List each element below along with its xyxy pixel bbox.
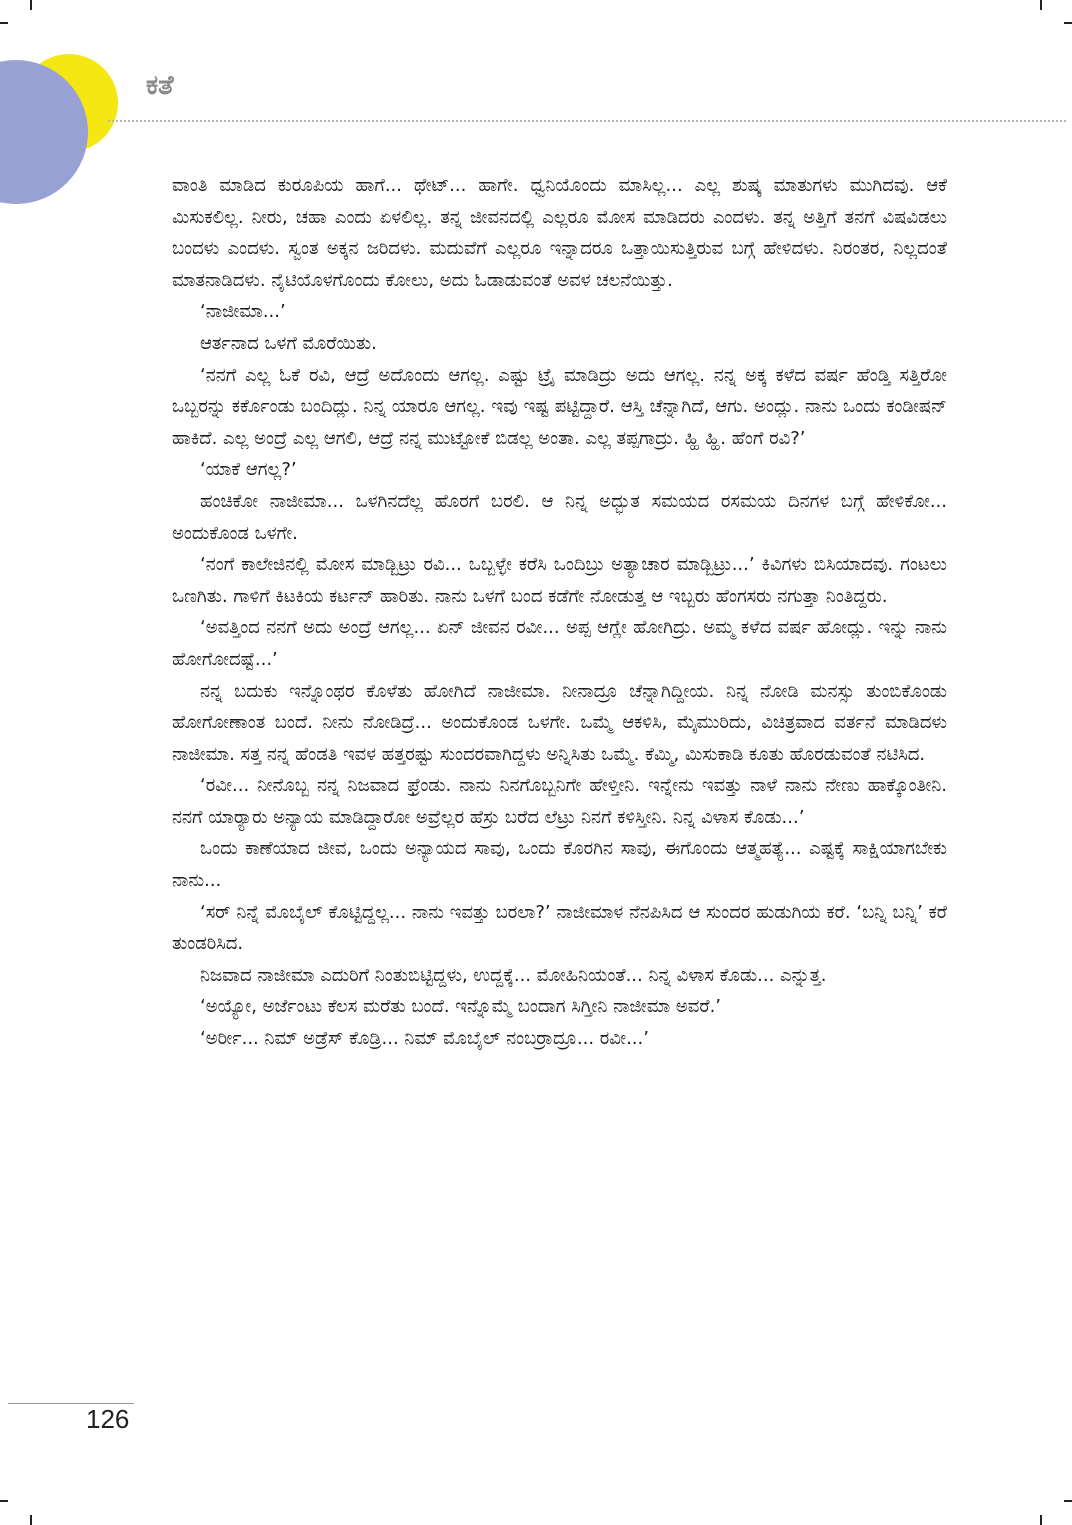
crop-mark-top-left [30,0,32,10]
story-paragraph: ‘ರವೀ... ನೀನೊಬ್ಬ ನನ್ನ ನಿಜವಾದ ಫ್ರೆಂಡು. ನಾನು ನಿನಗೊಬ್ಬನಿಗೇ ಹೇಳ್ತೀನಿ. ಇನ್ನೇನು ಇವತ್ತು ನಾಳೆ ನಾನು ನೇಣು ಹಾಕ್ಕೊಂತೀನಿ. ನನಗೆ ಯಾರ್‍ಯಾರು ಅನ್ಯಾಯ ಮಾಡಿದ್ದಾರೋ ಅವ್ರೆಲ್ಲರ ಹೆಸ್ರು ಬರೆದ ಲೆಟ್ರು ನಿನಗೆ ಕಳಿಸ್ತೀನಿ. ನಿನ್ನ ವಿಳಾಸ ಕೊಡು...’ [172,775,947,828]
story-paragraph: ನನ್ನ ಬದುಕು ಇನ್ನೊಂಥರ ಕೊಳೆತು ಹೋಗಿದೆ ನಾಜೀಮಾ. ನೀನಾದ್ರೂ ಚೆನ್ನಾಗಿದ್ದೀಯ. ನಿನ್ನ ನೋಡಿ ಮನಸ್ಸು ತುಂಬಿಕೊಂಡು ಹೋಗೋಣಾಂತ ಬಂದೆ. ನೀನು ನೋಡಿದ್ರೆ... ಅಂದುಕೊಂಡ ಒಳಗೇ. ಒಮ್ಮೆ ಆಕಳಿಸಿ, ಮೈಮುರಿದು, ವಿಚಿತ್ರವಾದ ವರ್ತನೆ ಮಾಡಿದಳು ನಾಜೀಮಾ. ಸತ್ತ ನನ್ನ ಹೆಂಡತಿ ಇವಳ ಹತ್ತರಷ್ಟು ಸುಂದರವಾಗಿದ್ದಳು ಅನ್ನಿಸಿತು ಒಮ್ಮೆ. ಕೆಮ್ಮಿ, ಮಿಸುಕಾಡಿ ಕೂತು ಹೊರಡುವಂತೆ ನಟಿಸಿದ. [172,680,947,765]
crop-mark-left-lower [0,1500,8,1502]
page-number: 126 [86,1404,130,1434]
story-paragraph: ಆರ್ತನಾದ ಒಳಗೆ ಮೊರೆಯಿತು. [200,332,377,354]
crop-mark-bottom-left [30,1515,32,1525]
crop-mark-top-right [1040,0,1042,10]
story-paragraph: ‘ಸರ್ ನಿನ್ನೆ ಮೊಬೈಲ್ ಕೊಟ್ಟಿದ್ದಲ್ಲ... ನಾನು ಇವತ್ತು ಬರಲಾ?’ ನಾಜೀಮಾಳ ನೆನಪಿಸಿದ ಆ ಸುಂದರ ಹುಡುಗಿಯ ಕರೆ. ‘ಬನ್ನಿ ಬನ್ನಿ’ ಕರೆ ತುಂಡರಿಸಿದ. [172,901,947,955]
crop-mark-right-upper [1064,22,1072,24]
story-text [172,170,947,1055]
story-paragraph: ‘ಅರ್ರೀ... ನಿಮ್ ಅಡ್ರೆಸ್ ಕೊಡ್ರಿ... ನಿಮ್ ಮೊಬೈಲ್ ನಂಬರ್ರಾದ್ರೂ... ರವೀ...’ [200,1028,649,1050]
section-title: ಕತೆ [146,70,174,101]
crop-mark-left-upper [0,22,8,24]
story-paragraph: ‘ನಾಜೀಮಾ...’ [200,301,286,323]
story-paragraph: ‘ಅವತ್ತಿಂದ ನನಗೆ ಅದು ಅಂದ್ರೆ ಆಗಲ್ಲ... ಏನ್ ಜೀವನ ರವೀ... ಅಪ್ಪ ಆಗ್ಲೇ ಹೋಗಿದ್ರು. ಅಮ್ಮ ಕಳೆದ ವರ್ಷ ಹೋದ್ಲು. ಇನ್ನು ನಾನು ಹೋಗೋದಷ್ಟೆ...’ [172,617,947,670]
header-dotted-rule [108,120,1066,122]
crop-mark-right-lower [1064,1500,1072,1502]
story-paragraph: ಹಂಚಿಕೋ ನಾಜೀಮಾ... ಒಳಗಿನದೆಲ್ಲ ಹೊರಗೆ ಬರಲಿ. ಆ ನಿನ್ನ ಅದ್ಭುತ ಸಮಯದ ರಸಮಯ ದಿನಗಳ ಬಗ್ಗೆ ಹೇಳಿಕೋ... ಅಂದುಕೊಂಡ ಒಳಗೇ. [172,490,947,544]
story-paragraph: ಒಂದು ಕಾಣೆಯಾದ ಜೀವ, ಒಂದು ಅನ್ಯಾಯದ ಸಾವು, ಒಂದು ಕೊರಗಿನ ಸಾವು, ಈಗೊಂದು ಆತ್ಮಹತ್ಯೆ... ಎಷ್ಟಕ್ಕೆ ಸಾಕ್ಷಿಯಾಗಬೇಕು ನಾನು... [172,838,947,892]
story-paragraph: ವಾಂತಿ ಮಾಡಿದ ಕುರೂಪಿಯ ಹಾಗೆ... ಥೇಟ್... ಹಾಗೇ. ಧ್ವನಿಯೊಂದು ಮಾಸಿಲ್ಲ... ಎಲ್ಲ ಶುಷ್ಕ ಮಾತುಗಳು ಮುಗಿದವು. ಆಕೆ ಮಿಸುಕಲಿಲ್ಲ. ನೀರು, ಚಹಾ ಎಂದು ಏಳಲಿಲ್ಲ. ತನ್ನ ಜೀವನದಲ್ಲಿ ಎಲ್ಲರೂ ಮೋಸ ಮಾಡಿದರು ಎಂದಳು. ತನ್ನ ಅತ್ತಿಗೆ ತನಗೆ ವಿಷವಿಡಲು ಬಂದಳು ಎಂದಳು. ಸ್ವಂತ ಅಕ್ಕನ ಜರಿದಳು. ಮದುವೆಗೆ ಎಲ್ಲರೂ ಇನ್ನಾದರೂ ಒತ್ತಾಯಿಸುತ್ತಿರುವ ಬಗ್ಗೆ ಹೇಳಿದಳು. ನಿರಂತರ, ನಿಲ್ಲದಂತೆ ಮಾತನಾಡಿದಳು. ನೈಟಿಯೊಳಗೊಂದು ಕೋಲು, ಅದು ಓಡಾಡುವಂತೆ ಅವಳ ಚಲನೆಯಿತ್ತು. [172,175,947,291]
story-paragraph: ‘ನನಗೆ ಎಲ್ಲ ಓಕೆ ರವಿ, ಆದ್ರೆ ಅದೊಂದು ಆಗಲ್ಲ. ಎಷ್ಟು ಟ್ರೈ ಮಾಡಿದ್ರು ಅದು ಆಗಲ್ಲ. ನನ್ನ ಅಕ್ಕ ಕಳೆದ ವರ್ಷ ಹೆಂಡ್ತಿ ಸತ್ತಿರೋ ಒಬ್ಬರನ್ನು ಕರ್ಕೊಂಡು ಬಂದಿದ್ಲು. ನಿನ್ನ ಯಾರೂ ಆಗಲ್ಲ. ಇವು ಇಷ್ಟ ಪಟ್ಟಿದ್ದಾರೆ. ಆಸ್ತಿ ಚೆನ್ನಾಗಿದೆ, ಆಗು. ಅಂದ್ಲು. ನಾನು ಒಂದು ಕಂಡೀಷನ್ ಹಾಕಿದೆ. ಎಲ್ಲ ಅಂದ್ರೆ ಎಲ್ಲ ಆಗಲಿ, ಆದ್ರೆ ನನ್ನ ಮುಟ್ಟೋಕೆ ಬಿಡಲ್ಲ ಅಂತಾ. ಎಲ್ಲ ತಪ್ಪಗಾದ್ರು. ಹ್ಹಿ ಹ್ಹಿ. ಹೆಂಗೆ ರವಿ?’ [172,364,947,449]
story-paragraph: ನಿಜವಾದ ನಾಜೀಮಾ ಎದುರಿಗೆ ನಿಂತುಬಿಟ್ಟಿದ್ದಳು, ಉದ್ದಕ್ಕೆ... ಮೋಹಿನಿಯಂತೆ... ನಿನ್ನ ವಿಳಾಸ ಕೊಡು... ಎನ್ನುತ್ತ. [200,964,827,986]
story-paragraph: ‘ಅಯ್ಯೋ, ಅರ್ಜೆಂಟು ಕೆಲಸ ಮರೆತು ಬಂದೆ. ಇನ್ನೊಮ್ಮೆ ಬಂದಾಗ ಸಿಗ್ತೀನಿ ನಾಜೀಮಾ ಅವರೆ.’ [200,996,722,1018]
crop-mark-bottom-right [1040,1515,1042,1525]
story-paragraph: ‘ಯಾಕೆ ಆಗಲ್ಲ?’ [200,459,297,481]
story-paragraph: ‘ನಂಗೆ ಕಾಲೇಜಿನಲ್ಲಿ ಮೋಸ ಮಾಡ್ಬಿಟ್ರು ರವಿ... ಒಬ್ಬಳ್ಳೇ ಕರೆಸಿ ಒಂದಿಬ್ರು ಅತ್ಯಾಚಾರ ಮಾಡ್ಬಿಟ್ರು...’ ಕಿವಿಗಳು ಬಿಸಿಯಾದವು. ಗಂಟಲು ಒಣಗಿತು. ಗಾಳಿಗೆ ಕಿಟಕಿಯ ಕರ್ಟನ್ ಹಾರಿತು. ನಾನು ಒಳಗೆ ಬಂದ ಕಡೆಗೇ ನೋಡುತ್ತ ಆ ಇಬ್ಬರು ಹೆಂಗಸರು ನಗುತ್ತಾ ನಿಂತಿದ್ದರು. [172,554,947,607]
